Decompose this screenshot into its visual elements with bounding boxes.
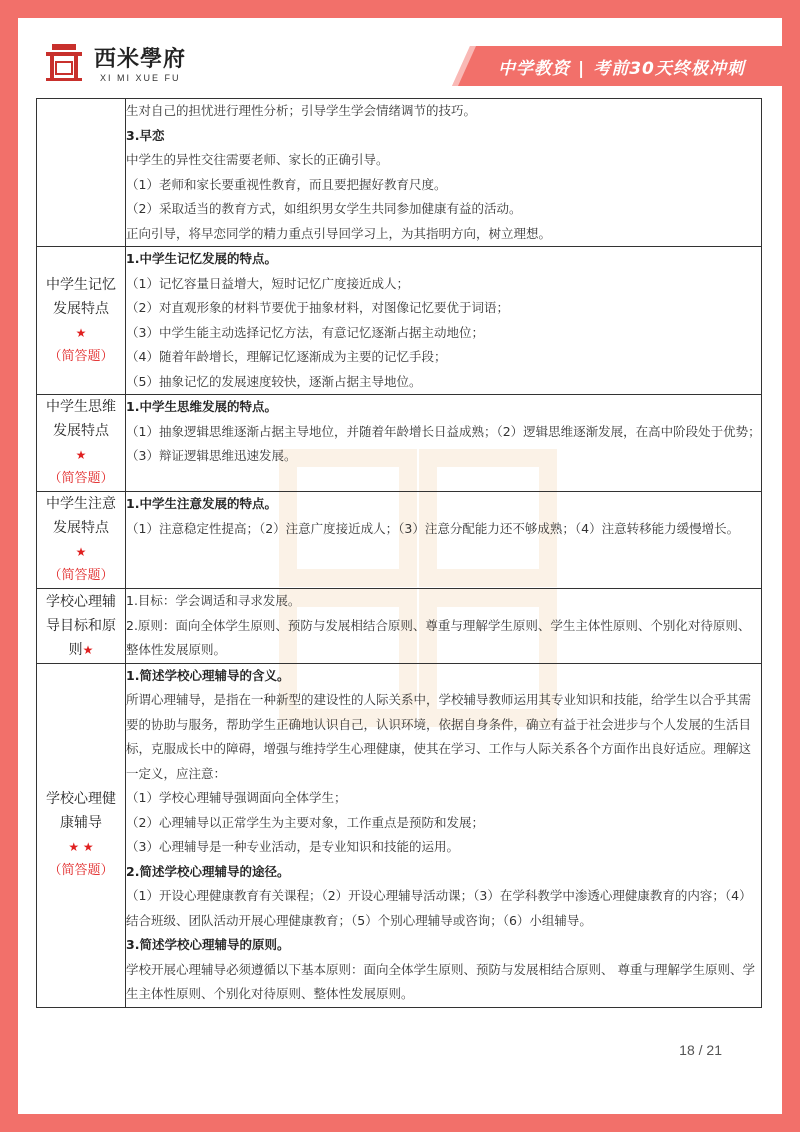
category-label: 康辅导 (60, 815, 102, 831)
category-cell (37, 247, 126, 395)
category-label: 中学生思维 (46, 399, 116, 415)
category-label: 导目标和原 (46, 617, 116, 634)
content-cell (126, 99, 762, 247)
content-heading: 1.中学生注意发展的特点。 (126, 496, 277, 511)
category-cell (37, 663, 126, 1007)
content-table (36, 98, 762, 1008)
category-label: 中学生注意 (46, 496, 116, 512)
question-type-tag: （简答题） (48, 863, 114, 878)
category-cell-empty (37, 99, 126, 247)
header (18, 18, 782, 98)
table-row (37, 395, 762, 492)
content-line: （1）老师和家长要重视性教育，而且要把握好教育尺度。 (126, 176, 447, 192)
content-cell (126, 247, 762, 395)
page (18, 18, 782, 1114)
star-icon: ★ ★ (68, 840, 94, 854)
content-line: （1）学校心理辅导强调面向全体学生； (126, 790, 347, 805)
content-line: 所谓心理辅导，是指在一种新型的建设性的人际关系中，学校辅导教师运用其专业知识和技能，给学生以合乎其需要的协助与服务，帮助学生正确地认识自己，认识环境，依据自身条件，确立有益于社会进步与个人发展的生活目标，克服成长中的障碍，增强与维持学生心理健康，使其在学习、工作与人际关系各个方面作出良好适应。理解这一定义，应注意： (126, 692, 752, 781)
content-line: （2）心理辅导以正常学生为主要对象，工作重点是预防和发展； (126, 814, 484, 830)
content-line: （3）中学生能主动选择记忆方法，有意记忆逐渐占据主动地位； (126, 324, 484, 340)
content-line: （2）对直观形象的材料节要优于抽象材料，对图像记忆要优于词语； (126, 300, 509, 315)
category-label: 发展特点 (53, 300, 109, 317)
page-number: 18 / 21 (679, 1042, 722, 1058)
content-cell (126, 589, 762, 664)
content-line: （2）采取适当的教育方式，如组织男女学生共同参加健康有益的活动。 (126, 201, 522, 216)
category-label-with-star (37, 638, 125, 662)
content-line: 2.原则：面向全体学生原则、预防与发展相结合原则、尊重与理解学生原则、学生主体性原则、个别化对待原则、整体性发展原则。 (126, 617, 751, 657)
content-line: （1）抽象逻辑思维逐渐占据主导地位，并随着年龄增长日益成熟；（2）逻辑思维逐渐发展，在高中阶段处于优势；（3）辩证逻辑思维迅速发展。 (126, 423, 761, 463)
content-line: （1）开设心理健康教育有关课程；（2）开设心理辅导活动课；（3）在学科教学中渗透心理健康教育的内容；（4）结合班级、团队活动开展心理健康教育；（5）个别心理辅导或咨询；（6）小组辅导。 (126, 888, 752, 928)
banner-text (498, 54, 745, 79)
question-type-tag: （简答题） (48, 471, 114, 486)
category-label: 发展特点 (53, 423, 109, 439)
star-icon: ★ (75, 448, 87, 462)
content-heading: 3.简述学校心理辅导的原则。 (126, 937, 290, 952)
content-line: 学校开展心理辅导必须遵循以下基本原则：面向全体学生原则、预防与发展相结合原则、 尊重与理解学生原则、学生主体性原则、个别化对待原则、整体性发展原则。 (126, 961, 755, 1001)
category-cell (37, 395, 126, 492)
banner-separator: | (578, 59, 586, 79)
star-icon: ★ (82, 642, 94, 657)
category-label: 则 (68, 641, 83, 658)
question-type-tag: （简答题） (48, 348, 114, 364)
category-label: 中学生记忆 (46, 276, 116, 293)
content-cell (126, 492, 762, 589)
category-cell (37, 492, 126, 589)
question-type-tag: （简答题） (48, 568, 114, 583)
content-line: （1）注意稳定性提高；（2）注意广度接近成人；（3）注意分配能力还不够成熟；（4）注意转移能力缓慢增长。 (126, 520, 740, 536)
table-row (37, 99, 762, 247)
category-label: 学校心理健 (46, 791, 116, 807)
banner (452, 46, 782, 86)
logo-icon (44, 42, 84, 82)
logo-subtitle: XI MI XUE FU (100, 73, 181, 83)
content-line: （3）心理辅导是一种专业活动，是专业知识和技能的运用。 (126, 839, 459, 854)
content-line: 中学生的异性交往需要老师、家长的正确引导。 (126, 152, 389, 167)
banner-right-text: 考前30天终极冲刺 (593, 59, 745, 79)
content-line: 1.目标：学会调适和寻求发展。 (126, 593, 301, 608)
table-row (37, 247, 762, 395)
content-heading: 1.中学生记忆发展的特点。 (126, 251, 277, 266)
logo-title: 西米學府 (94, 46, 187, 72)
table-row (37, 492, 762, 589)
category-label: 学校心理辅 (46, 593, 116, 610)
table-row (37, 663, 762, 1007)
content-heading: 2.简述学校心理辅导的途径。 (126, 863, 290, 879)
content-heading: 3.早恋 (126, 127, 165, 143)
content-line: （1）记忆容量日益增大，短时记忆广度接近成人； (126, 275, 409, 291)
star-icon: ★ (75, 545, 87, 559)
content-cell (126, 663, 762, 1007)
content-heading: 1.简述学校心理辅导的含义。 (126, 667, 290, 683)
category-label: 发展特点 (53, 520, 109, 536)
content-heading: 1.中学生思维发展的特点。 (126, 399, 277, 414)
category-cell (37, 589, 126, 664)
star-icon: ★ (75, 325, 87, 340)
content-line: 正向引导，将早恋同学的精力重点引导回学习上，为其指明方向，树立理想。 (126, 225, 552, 241)
table-row (37, 589, 762, 664)
banner-left-text: 中学教资 (498, 59, 570, 79)
content-line: 生对自己的担忧进行理性分析；引导学生学会情绪调节的技巧。 (126, 103, 477, 118)
content-line: （5）抽象记忆的发展速度较快，逐渐占据主导地位。 (126, 373, 422, 389)
content-cell (126, 395, 762, 492)
content-line: （4）随着年龄增长，理解记忆逐渐成为主要的记忆手段； (126, 349, 447, 364)
